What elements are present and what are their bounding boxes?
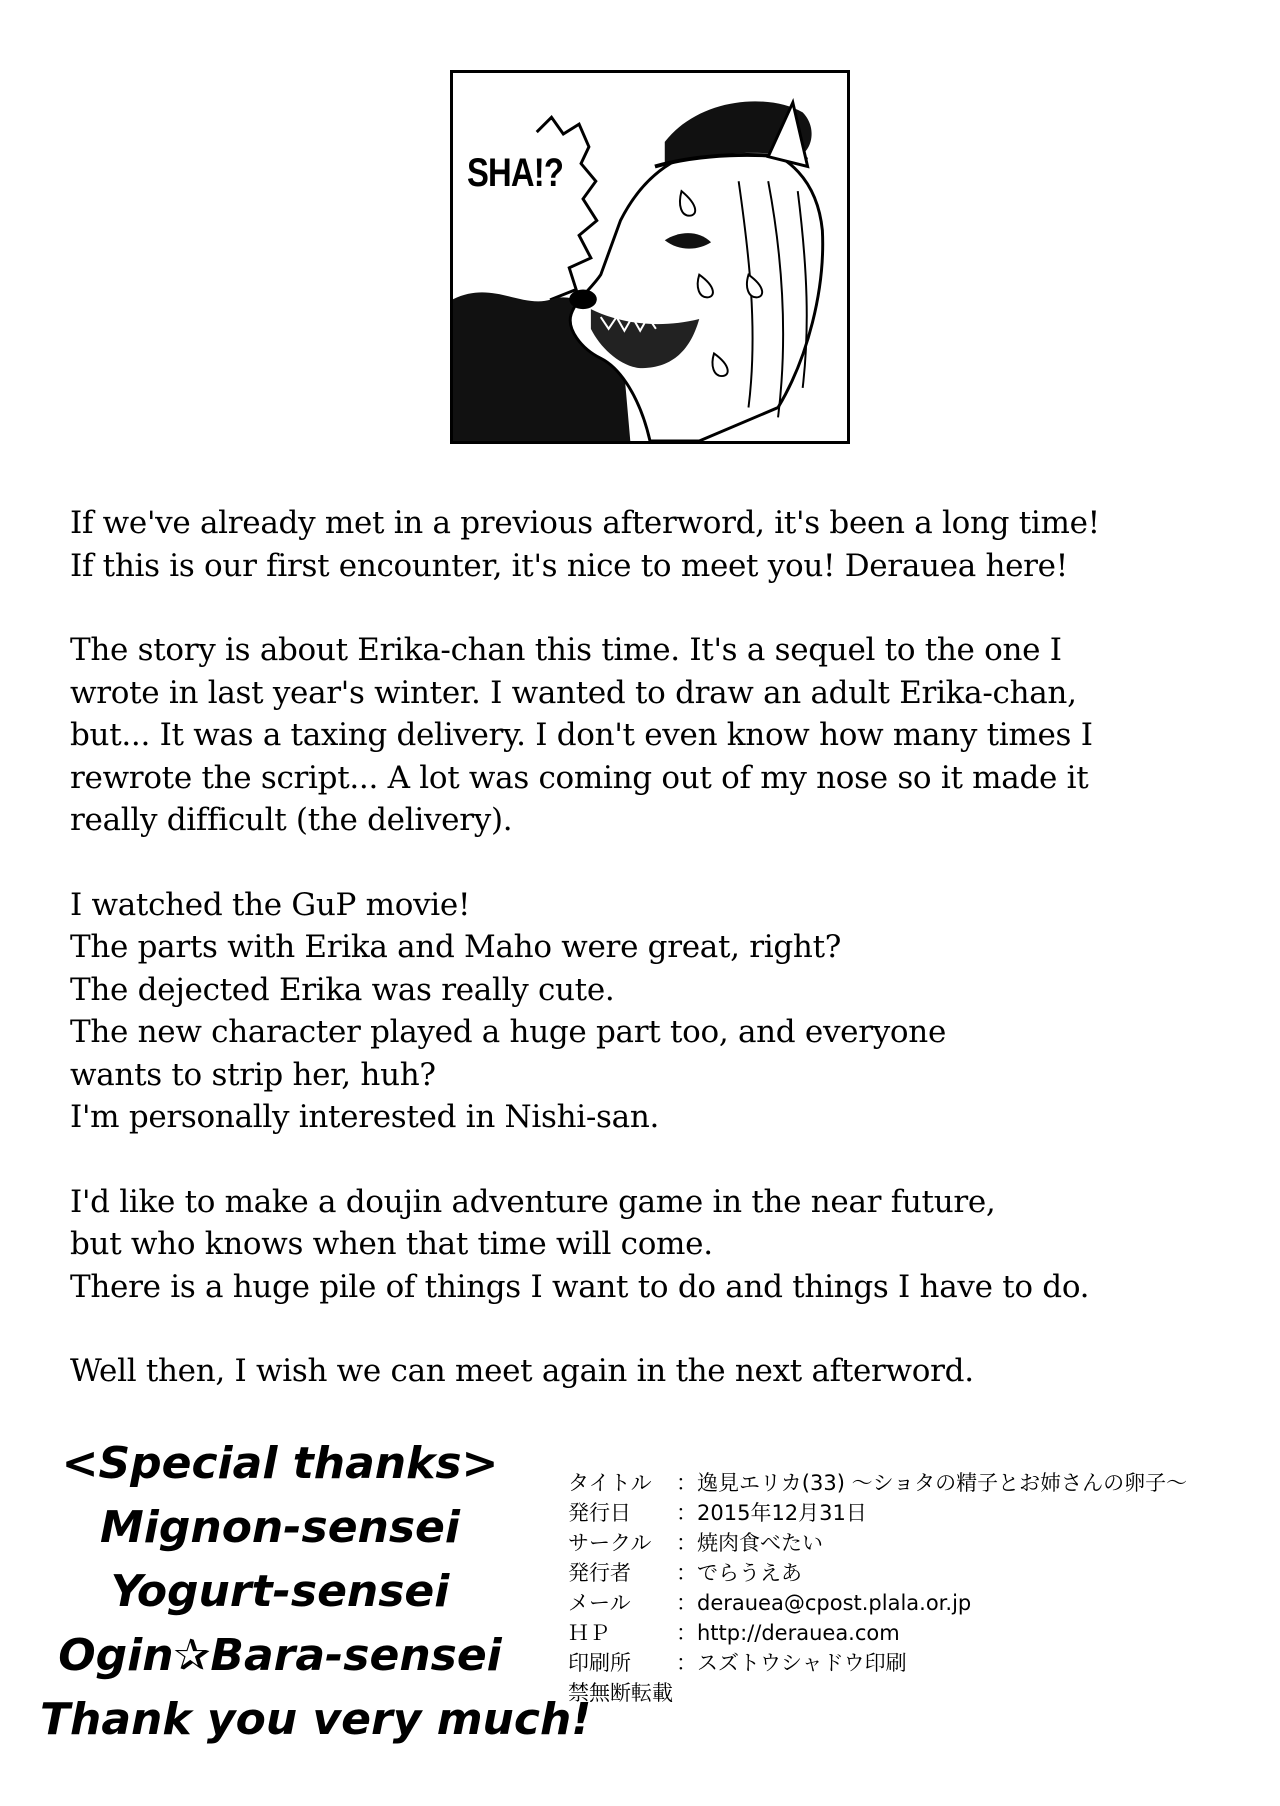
afterword-line: I watched the GuP movie! <box>70 886 471 923</box>
afterword-line: The new character played a huge part too, and everyone <box>70 1014 947 1050</box>
afterword-line: I'd like to make a doujin adventure game in the near future, <box>70 1183 996 1220</box>
colophon-value: ：逸見エリカ(33) ～ショタの精子とお姉さんの卵子～ <box>676 1471 1188 1495</box>
colophon-row <box>568 1558 1268 1588</box>
colophon-value: ：http://derauea.com <box>676 1621 900 1645</box>
afterword-paragraph <box>70 1350 1230 1393</box>
afterword-line: The story is about Erika-chan this time. It's a sequel to the one I <box>70 632 1062 668</box>
afterword-line: but... It was a taxing delivery. I don't even know how many times I <box>70 717 1093 753</box>
afterword-line: Well then, I wish we can meet again in the next afterword. <box>70 1353 974 1389</box>
sound-effect-text: SHA!? <box>467 151 564 195</box>
afterword-line: rewrote the script... A lot was coming out of my nose so it made it <box>70 759 1089 796</box>
afterword-line: wrote in last year's winter. I wanted to draw an adult Erika-chan, <box>70 674 1077 711</box>
afterword-line: The dejected Erika was really cute. <box>70 971 615 1008</box>
afterword-line: The parts with Erika and Maho were great, right? <box>70 929 842 965</box>
special-thanks-line: Thank you very much! <box>40 1694 592 1745</box>
colophon-label: 禁無断転載 <box>568 1681 673 1705</box>
colophon-value: ：derauea@cpost.plala.or.jp <box>676 1591 972 1615</box>
manga-panel <box>450 70 850 444</box>
colophon-row <box>568 1678 1268 1708</box>
colophon-value: ：焼肉食べたい <box>676 1531 823 1555</box>
colophon-row <box>568 1618 1268 1648</box>
colophon-label: 発行者 <box>568 1561 631 1585</box>
colophon-value: ：でらうえあ <box>676 1561 802 1585</box>
special-thanks-line: Yogurt-sensei <box>110 1566 450 1617</box>
colophon-label: タイトル <box>568 1471 652 1495</box>
colophon-label: サークル <box>568 1531 652 1555</box>
afterword-paragraph <box>70 502 1230 587</box>
special-thanks-heading: <Special thanks> <box>61 1438 499 1489</box>
colophon-value: ：2015年12月31日 <box>676 1501 867 1525</box>
colophon-label: メール <box>568 1591 631 1615</box>
afterword-line: wants to strip her, huh? <box>70 1056 436 1093</box>
afterword-line: but who knows when that time will come. <box>70 1226 713 1262</box>
special-thanks-line: Ogin✰Bara-sensei <box>58 1630 502 1681</box>
afterword-text <box>70 502 1230 1435</box>
afterword-line: If this is our first encounter, it's nice to meet you! Derauea here! <box>70 547 1068 584</box>
afterword-paragraph <box>70 884 1230 1139</box>
colophon-row <box>568 1498 1268 1528</box>
afterword-paragraph <box>70 629 1230 842</box>
afterword-line: There is a huge pile of things I want to do and things I have to do. <box>70 1268 1090 1305</box>
colophon-row <box>568 1528 1268 1558</box>
afterword-line: I'm personally interested in Nishi-san. <box>70 1099 660 1135</box>
afterword-line: If we've already met in a previous afterword, it's been a long time! <box>70 505 1100 541</box>
colophon-label: 発行日 <box>568 1501 631 1525</box>
special-thanks-line: Mignon-sensei <box>100 1502 460 1553</box>
colophon-value: ：スズトウシャドウ印刷 <box>676 1651 907 1675</box>
afterword-line: really difficult (the delivery). <box>70 802 513 838</box>
colophon-row <box>568 1588 1268 1618</box>
colophon <box>568 1468 1268 1708</box>
colophon-label: ＨＰ <box>568 1621 610 1645</box>
colophon-row <box>568 1468 1268 1498</box>
afterword-paragraph <box>70 1181 1230 1309</box>
colophon-label: 印刷所 <box>568 1651 631 1675</box>
wolf-illustration <box>453 73 847 441</box>
colophon-row <box>568 1648 1268 1678</box>
